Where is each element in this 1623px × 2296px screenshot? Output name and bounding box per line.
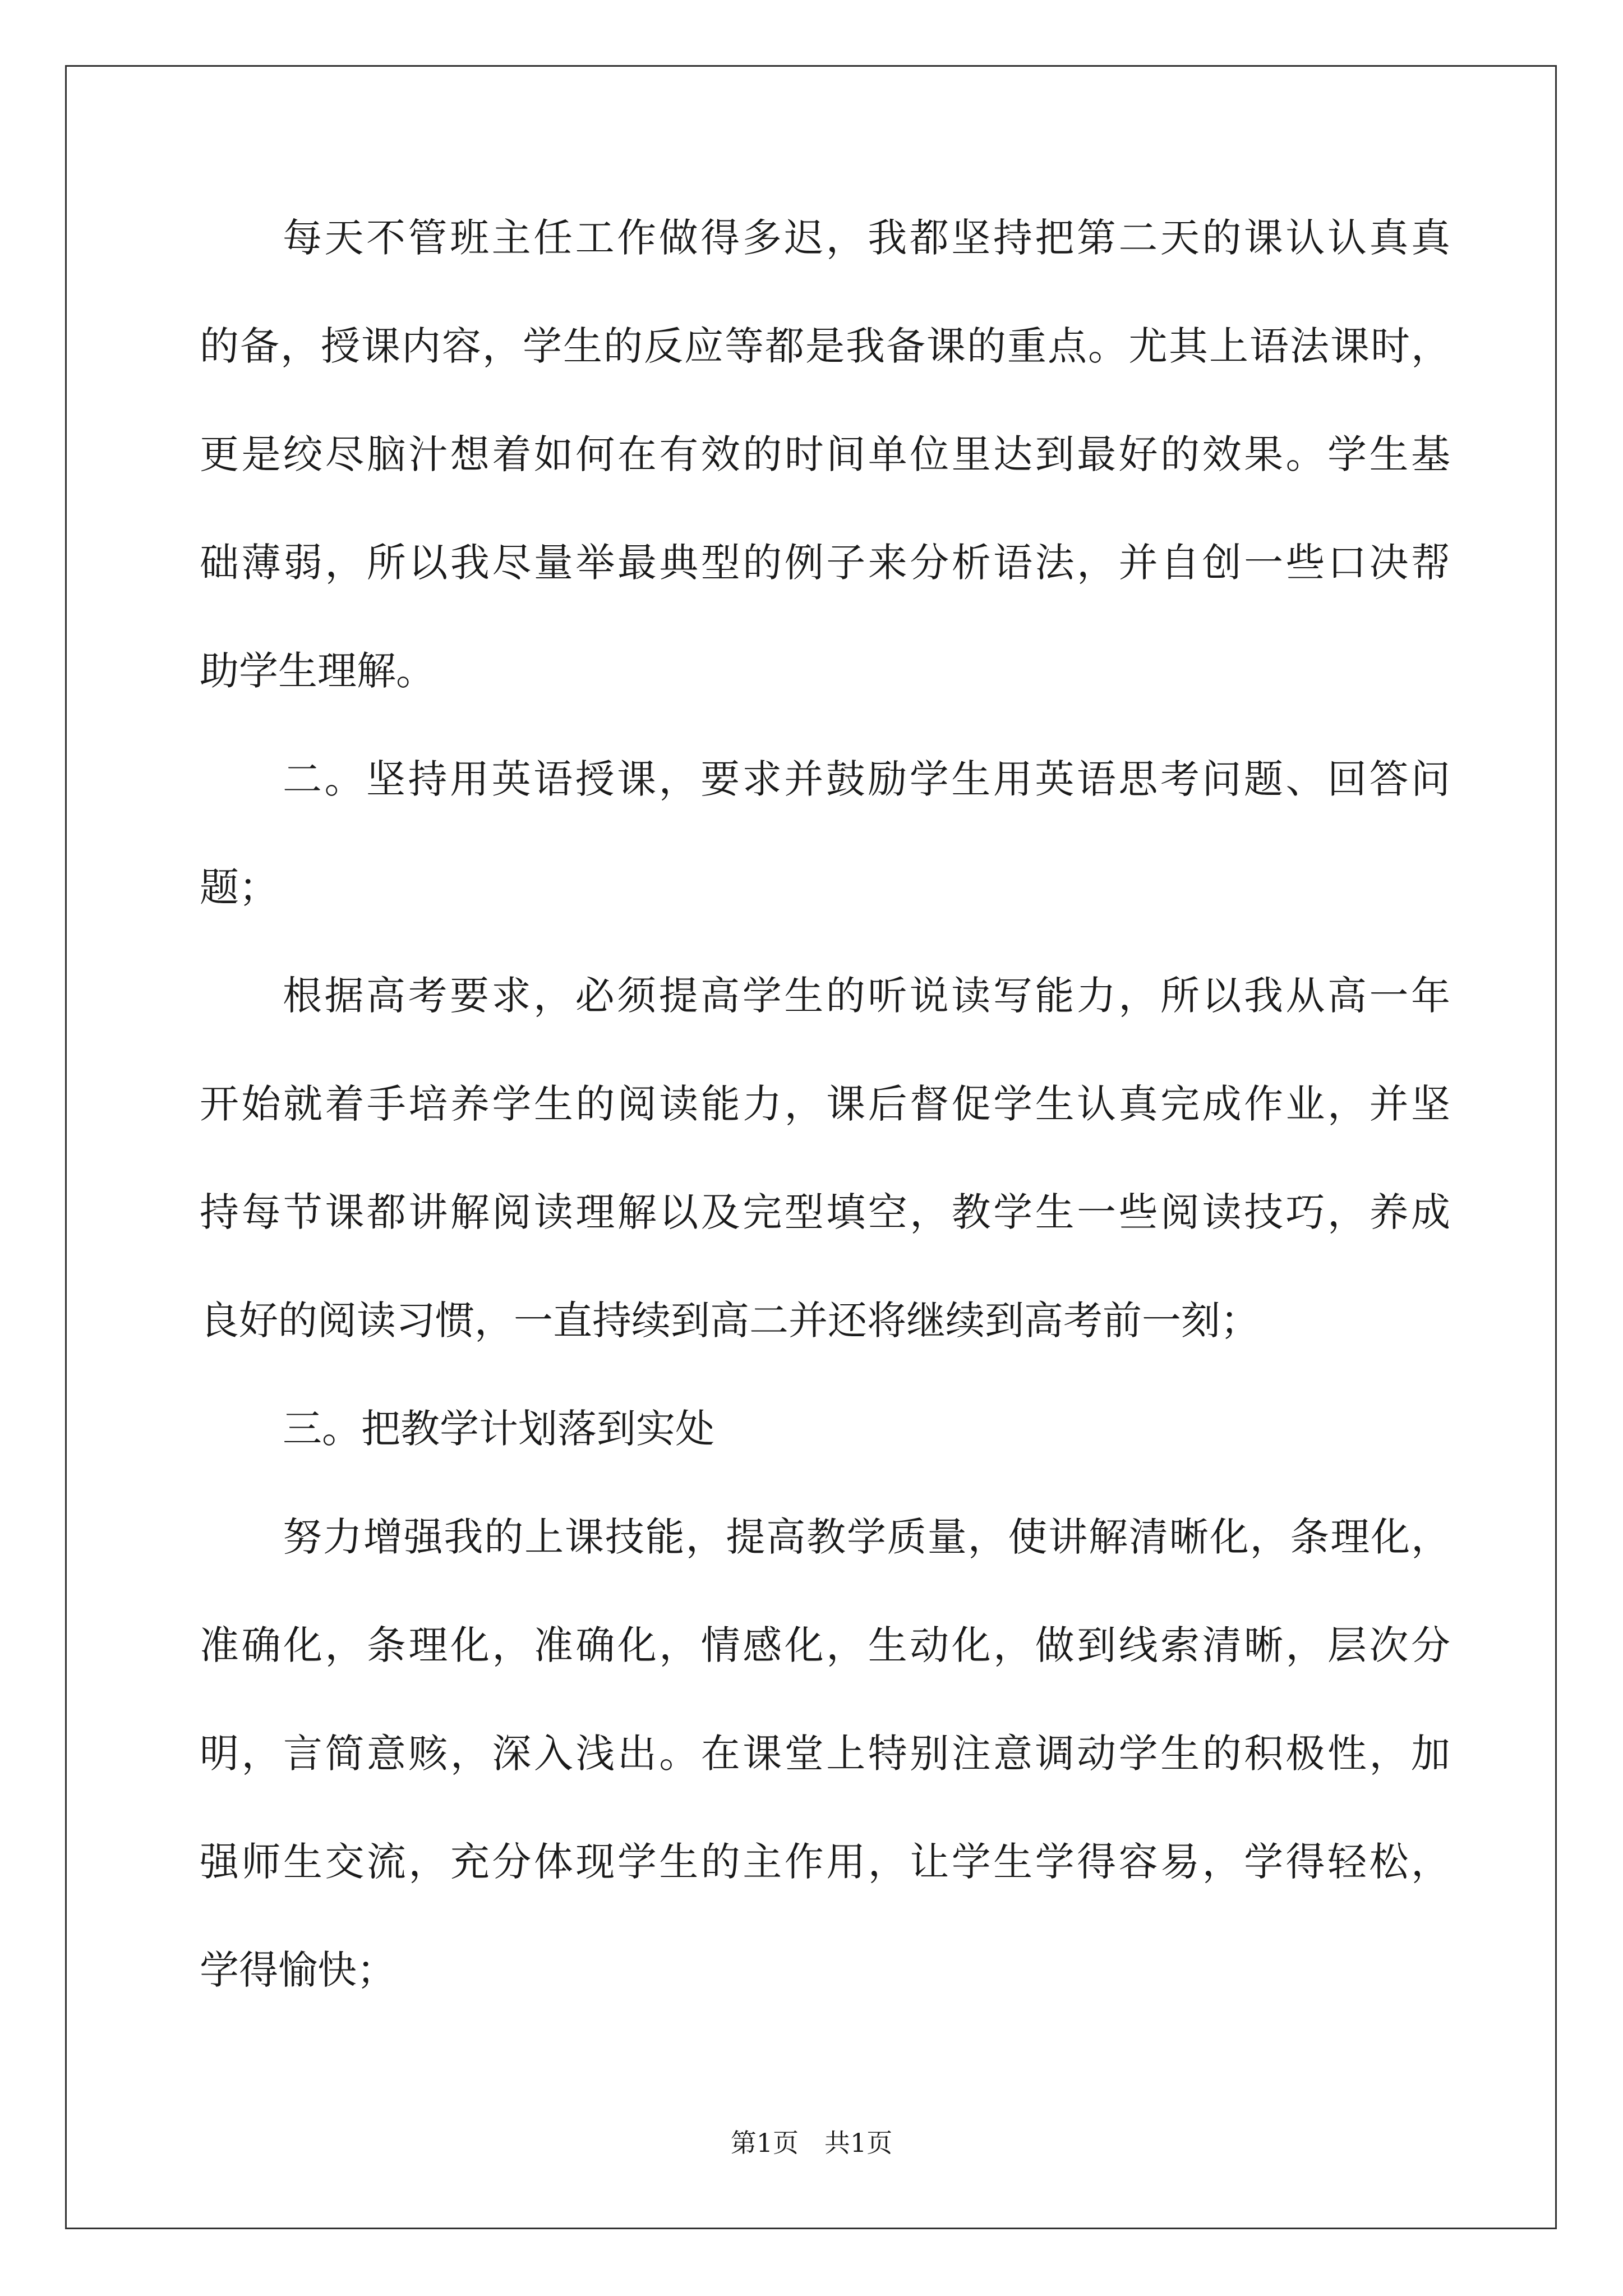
text-line: 开始就着手培养学生的阅读能力，课后督促学生认真完成作业，并坚 (200, 1081, 1450, 1127)
text-line: 每天不管班主任工作做得多迟，我都坚持把第二天的课认认真真 (283, 215, 1450, 261)
text-line: 学得愉快； (200, 1947, 396, 1993)
page-number-footer: 第1页 共1页 (730, 2128, 893, 2158)
text-line: 根据高考要求，必须提高学生的听说读写能力，所以我从高一年 (283, 973, 1450, 1019)
text-line: 础薄弱，所以我尽量举最典型的例子来分析语法，并自创一些口决帮 (200, 540, 1450, 586)
text-line: 的备，授课内容，学生的反应等都是我备课的重点。尤其上语法课时， (200, 323, 1450, 369)
text-line: 三。把教学计划落到实处 (283, 1406, 714, 1452)
text-line: 助学生理解。 (200, 648, 435, 694)
text-line: 准确化，条理化，准确化，情感化，生动化，做到线索清晰，层次分 (200, 1622, 1450, 1668)
document-body (200, 215, 1450, 2059)
text-line: 明，言简意赅，深入浅出。在课堂上特别注意调动学生的积极性，加 (200, 1731, 1450, 1777)
text-line: 强师生交流，充分体现学生的主作用，让学生学得容易，学得轻松， (200, 1839, 1450, 1885)
text-line: 持每节课都讲解阅读理解以及完型填空，教学生一些阅读技巧，养成 (200, 1189, 1450, 1235)
text-line: 努力增强我的上课技能，提高教学质量，使讲解清晰化，条理化， (283, 1514, 1450, 1560)
text-line: 题； (200, 864, 278, 910)
text-line: 良好的阅读习惯，一直持续到高二并还将继续到高考前一刻； (200, 1297, 1260, 1343)
text-line: 更是绞尽脑汁想着如何在有效的时间单位里达到最好的效果。学生基 (200, 431, 1450, 477)
text-line: 二。坚持用英语授课，要求并鼓励学生用英语思考问题、回答问 (283, 756, 1450, 802)
